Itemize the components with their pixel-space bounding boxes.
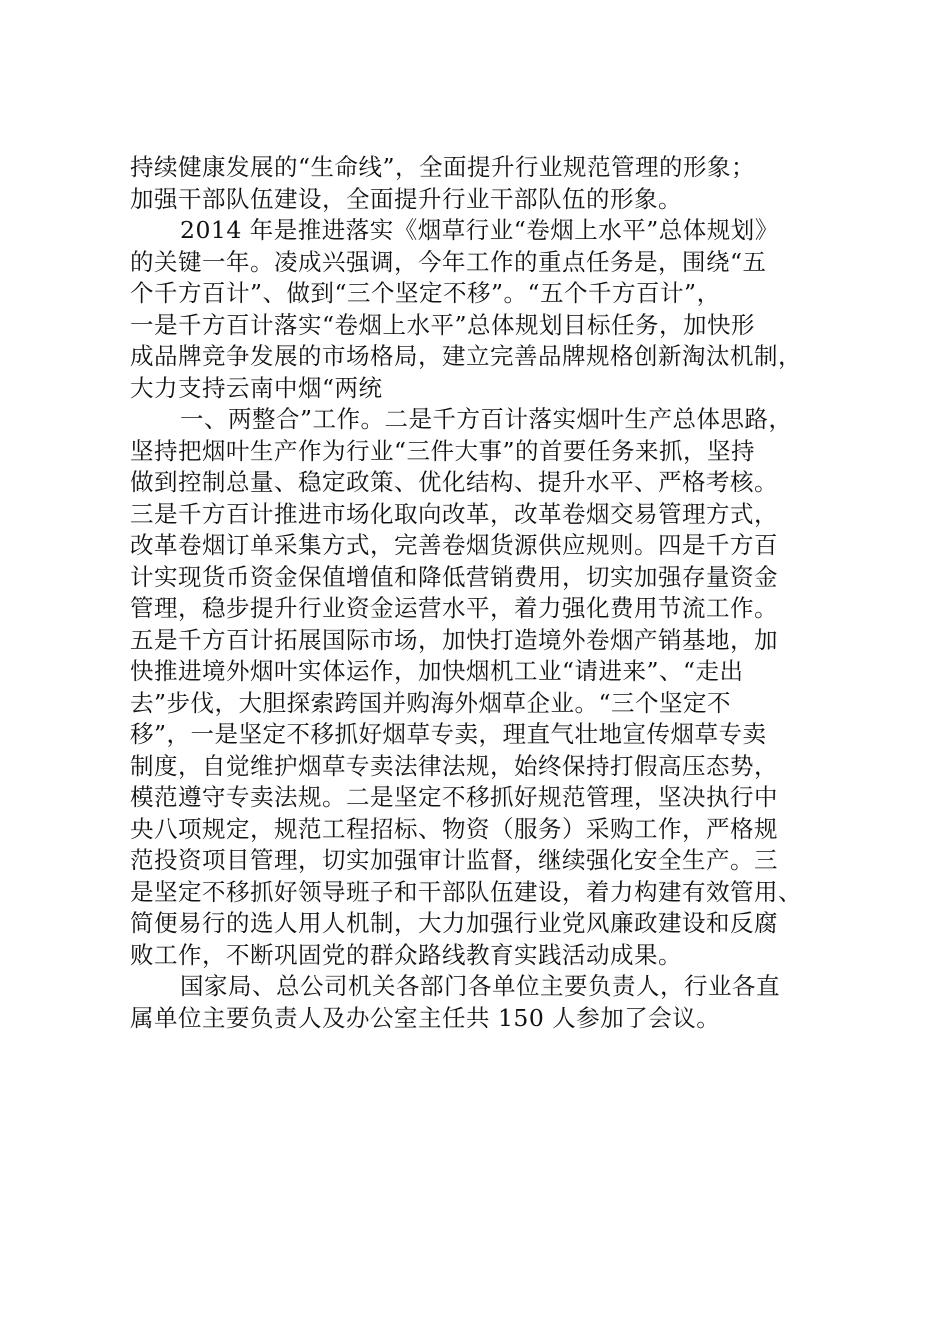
text-line: 改革卷烟订单采集方式，完善卷烟货源供应规则。四是千方百 [130,531,778,559]
text-line: 去”步伐，大胆探索跨国并购海外烟草企业。“三个坚定不 [130,688,732,717]
text-line: 做到控制总量、稳定政策、优化结构、提升水平、严格考核。 [130,468,778,496]
text-line: 简便易行的选人用人机制，大力加强行业党风廉政建设和反腐 [130,909,778,937]
text-line: 管理，稳步提升行业资金运营水平，着力强化费用节流工作。 [130,594,778,622]
text-line: 移”，一是坚定不移抓好烟草专卖，理直气壮地宣传烟草专卖 [130,720,767,748]
text-line: 央八项规定，规范工程招标、物资（服务）采购工作，严格规 [130,814,778,843]
text-line: 属单位主要负责人及办公室主任共 150 人参加了会议。 [130,1003,721,1032]
text-line: 三是千方百计推进市场化取向改革，改革卷烟交易管理方式， [130,499,778,528]
text-line: 国家局、总公司机关各部门各单位主要负责人，行业各直 [180,972,780,1000]
text-line: 加强干部队伍建设，全面提升行业干部队伍的形象。 [130,184,682,213]
text-line: 计实现货币资金保值增值和降低营销费用，切实加强存量资金 [130,562,778,591]
text-line: 一是千方百计落实“卷烟上水平”总体规划目标任务，加快形 [130,310,756,339]
text-line: 败工作，不断巩固党的群众路线教育实践活动成果。 [130,940,682,969]
text-line: 五是千方百计拓展国际市场，加快打造境外卷烟产销基地，加 [130,625,778,654]
text-line: 范投资项目管理，切实加强审计监督，继续强化安全生产。三 [130,846,778,874]
text-line: 成品牌竞争发展的市场格局，建立完善品牌规格创新淘汰机制， [130,342,802,370]
text-line: 的关键一年。凌成兴强调，今年工作的重点任务是，围绕“五 [130,247,767,276]
text-line: 个千方百计”、做到“三个坚定不移”。“五个千方百计”， [130,279,721,307]
text-line: 持续健康发展的“生命线”，全面提升行业规范管理的形象； [130,153,756,181]
text-line: 模范遵守专卖法规。二是坚定不移抓好规范管理，坚决执行中 [130,783,778,811]
text-line: 坚持把烟叶生产作为行业“三件大事”的首要任务来抓，坚持 [130,436,756,465]
body-text [130,152,830,1034]
text-line: 2014 年是推进落实《烟草行业“卷烟上水平”总体规划》 [180,216,779,244]
text-line: 制度，自觉维护烟草专卖法律法规，始终保持打假高压态势， [130,751,778,780]
text-line: 大力支持云南中烟“两统 [130,373,383,402]
text-line: 快推进境外烟叶实体运作，加快烟机工业“请进来”、“走出 [130,657,744,685]
text-line: 是坚定不移抓好领导班子和干部队伍建设，着力构建有效管用、 [130,877,802,906]
text-line: 一、两整合”工作。二是千方百计落实烟叶生产总体思路， [180,405,793,433]
